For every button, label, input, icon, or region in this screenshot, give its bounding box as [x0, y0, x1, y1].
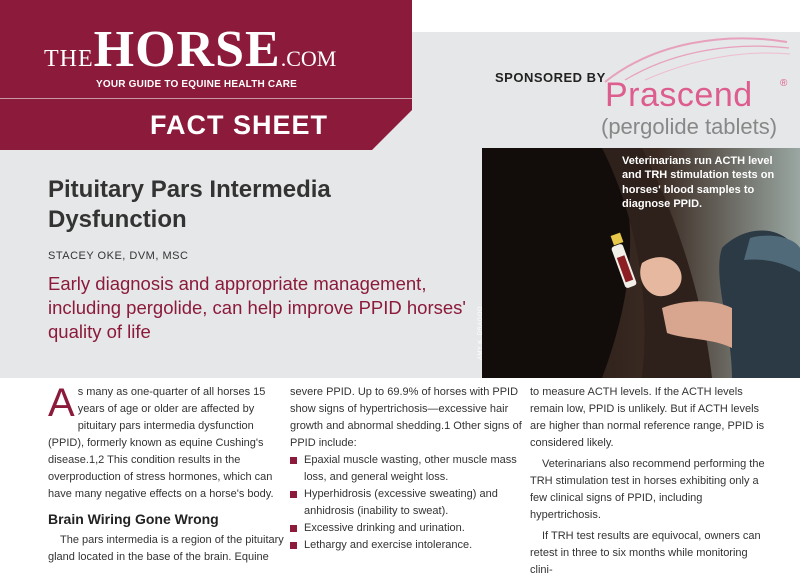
bullet-square-icon	[290, 542, 297, 549]
article-lede: Early diagnosis and appropriate management, including pergolide, can help improve PPID horses' quality of life	[48, 273, 466, 343]
list-item-text: Epaxial muscle wasting, other muscle mass loss, and general weight loss.	[304, 454, 517, 484]
site-logo[interactable]	[44, 20, 336, 79]
banner-divider	[0, 98, 412, 99]
section-heading: Brain Wiring Gone Wrong	[48, 511, 219, 528]
list-item	[290, 452, 526, 486]
intro-paragraph	[48, 381, 284, 503]
sponsored-by-label: SPONSORED BY	[495, 70, 606, 85]
list-item	[290, 486, 526, 520]
bullet-square-icon	[290, 457, 297, 464]
body-paragraph: to measure ACTH levels. If the ACTH levels remain low, PPID is unlikely. But if ACTH levels are higher than normal reference range, PPID is considered likely.	[530, 386, 765, 450]
intro-text: s many as one-quarter of all horses 15 years of age or older are affected by pituitary pars intermedia dysfunction (PPID), formerly known as equine Cushing's disease.1,2 This condition results in the overproduction of stress hormones, which can have many negative effects on a horse's body.	[48, 386, 274, 501]
photo-caption-box	[622, 154, 794, 210]
photo-credit: AMY K. DRAGOO	[477, 306, 484, 360]
sponsor-logo[interactable]	[585, 36, 795, 138]
article-author: STACEY OKE, DVM, MSC	[48, 250, 189, 262]
bullet-square-icon	[290, 525, 297, 532]
drop-cap: A	[48, 381, 75, 425]
logo-horse: HORSE	[93, 21, 281, 78]
list-item-text: Excessive drinking and urination.	[304, 522, 465, 535]
signs-list	[290, 452, 526, 554]
article-title: Pituitary Pars Intermedia Dysfunction	[48, 176, 331, 233]
list-item	[290, 520, 526, 537]
registered-mark: ®	[780, 78, 788, 89]
sponsor-name: Prascend	[605, 76, 753, 114]
body-paragraph: severe PPID. Up to 69.9% of horses with PPID show signs of hypertrichosis—excessive hair growth and abnormal shedding.1 Other signs of PPID include:	[290, 386, 522, 450]
body-paragraph: The pars intermedia is a region of the pituitary gland located in the base of the brain. Equine	[48, 534, 284, 564]
list-item	[290, 537, 526, 554]
site-tagline: YOUR GUIDE TO EQUINE HEALTH CARE	[96, 79, 298, 90]
article-column-1	[48, 381, 284, 566]
list-item-text: Lethargy and exercise intolerance.	[304, 539, 473, 552]
bullet-square-icon	[290, 491, 297, 498]
sponsor-subtitle: (pergolide tablets)	[601, 114, 778, 139]
logo-com: .COM	[280, 46, 337, 71]
photo-caption: Veterinarians run ACTH level and TRH stimulation tests on horses' blood samples to diagnose PPID.	[622, 155, 775, 210]
logo-the: THE	[44, 46, 94, 72]
list-item-text: Hyperhidrosis (excessive sweating) and anhidrosis (inability to sweat).	[304, 488, 498, 518]
article-column-2	[290, 384, 526, 554]
article-column-3	[530, 384, 766, 580]
fact-sheet-label: FACT SHEET	[150, 110, 329, 140]
hero-photo	[482, 148, 800, 378]
body-paragraph: If TRH test results are equivocal, owners can retest in three to six months while monitoring clini-	[530, 530, 761, 577]
body-paragraph: Veterinarians also recommend performing the TRH stimulation test in horses exhibiting only a few clinical signs of PPID, including hypertrichosis.	[530, 458, 765, 522]
